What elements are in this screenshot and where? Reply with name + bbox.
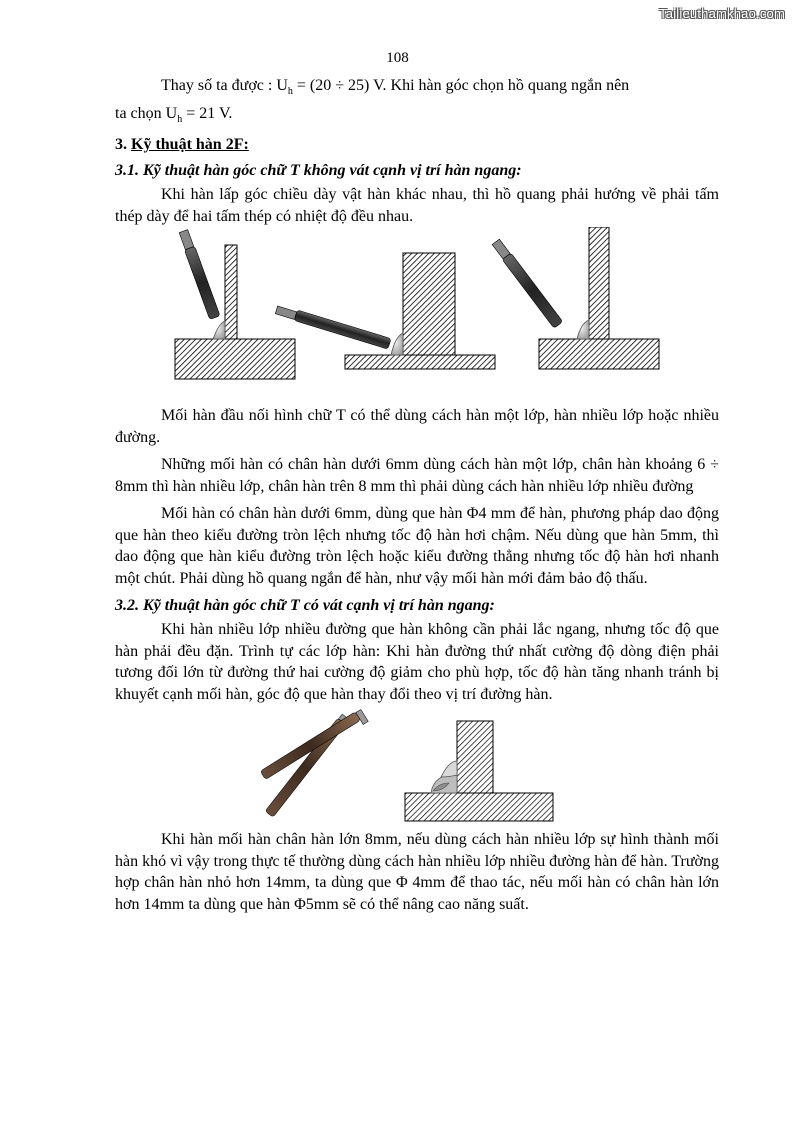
figure-2-drawing <box>115 705 719 823</box>
section-3-2-heading: 3.2. Kỹ thuật hàn góc chữ T có vát cạnh vị trí hàn ngang: <box>115 597 495 615</box>
section-3-heading: 3. Kỹ thuật hàn 2F: <box>115 136 249 154</box>
page-number: 108 <box>386 50 409 66</box>
figure-multi-pass <box>115 705 719 823</box>
t-joint-3 <box>491 227 659 369</box>
t-joint-2 <box>275 253 495 369</box>
section-3-1-heading: 3.1. Kỹ thuật hàn góc chữ T không vát cạnh vị trí hàn ngang: <box>115 162 522 180</box>
multi-pass-joint <box>260 709 553 821</box>
watermark: Tailieuthamkhao.com <box>659 6 785 21</box>
figure-1-drawing <box>115 227 719 397</box>
t-joint-1 <box>175 230 295 380</box>
section-3-1-paragraph-1: Khi hàn lấp góc chiều dày vật hàn khác nhau, thì hồ quang phải hướng về phải tấm thép dày để hai tấm thép có nhiệt độ đều nhau. <box>115 186 719 225</box>
intro-line-2: ta chọn $U_h = 21$ V. <box>115 104 233 125</box>
page-content <box>115 75 719 915</box>
section-3-1-paragraph-4: Mối hàn có chân hàn dưới 6mm, dùng que hàn Φ4 mm để hàn, phương pháp dao động que hàn theo kiểu đường tròn lệch nhưng tốc độ hàn hơi chậm. Nếu dùng que hàn 5mm, thì dao động que hàn kiểu đường tròn lệch hoặc kiểu đường thẳng nhưng tốc độ hàn hơi nhanh một chút. Phải dùng hồ quang ngắn để hàn, như vậy mối hàn mới đảm bảo độ thấu. <box>115 505 719 587</box>
figure-t-joint-positions <box>115 227 719 397</box>
section-3-1-paragraph-2: Mối hàn đầu nối hình chữ T có thể dùng cách hàn một lớp, hàn nhiều lớp hoặc nhiều đường. <box>115 407 719 446</box>
section-3-2-paragraph-1: Khi hàn nhiều lớp nhiều đường que hàn không cần phải lắc ngang, nhưng tốc độ que hàn phải đều đặn. Trình tự các lớp hàn: Khi hàn đường thứ nhất cường độ dòng điện phải tương đối lớn từ đường thứ hai cường độ giảm cho phù hợp, tốc độ hàn tăng nhanh tránh bị khuyết cạnh mối hàn, góc độ que hàn thay đổi theo vị trí đường hàn. <box>115 621 719 703</box>
section-3-1-paragraph-3: Những mối hàn có chân hàn dưới 6mm dùng cách hàn một lớp, chân hàn khoảng 6 ÷ 8mm thì hàn nhiều lớp, chân hàn trên 8 mm thì phải dùng cách hàn nhiều lớp nhiều đường <box>115 456 719 495</box>
section-3-2-paragraph-2: Khi hàn mối hàn chân hàn lớn 8mm, nếu dùng cách hàn nhiều lớp sự hình thành mối hàn khó vì vậy trong thực tế thường dùng cách hàn nhiều lớp nhiều đường hàn để hàn. Trường hợp chân hàn nhỏ hơn 14mm, ta dùng que Φ 4mm để thao tác, nếu mối hàn có chân hàn lớn hơn 14mm ta dùng que hàn Φ5mm sẽ có thể nâng cao năng suất. <box>115 831 719 913</box>
intro-line-1: Thay số ta được : $U_h = (20 \div 25)$ V. Khi hàn góc chọn hồ quang ngắn nên <box>161 77 630 98</box>
